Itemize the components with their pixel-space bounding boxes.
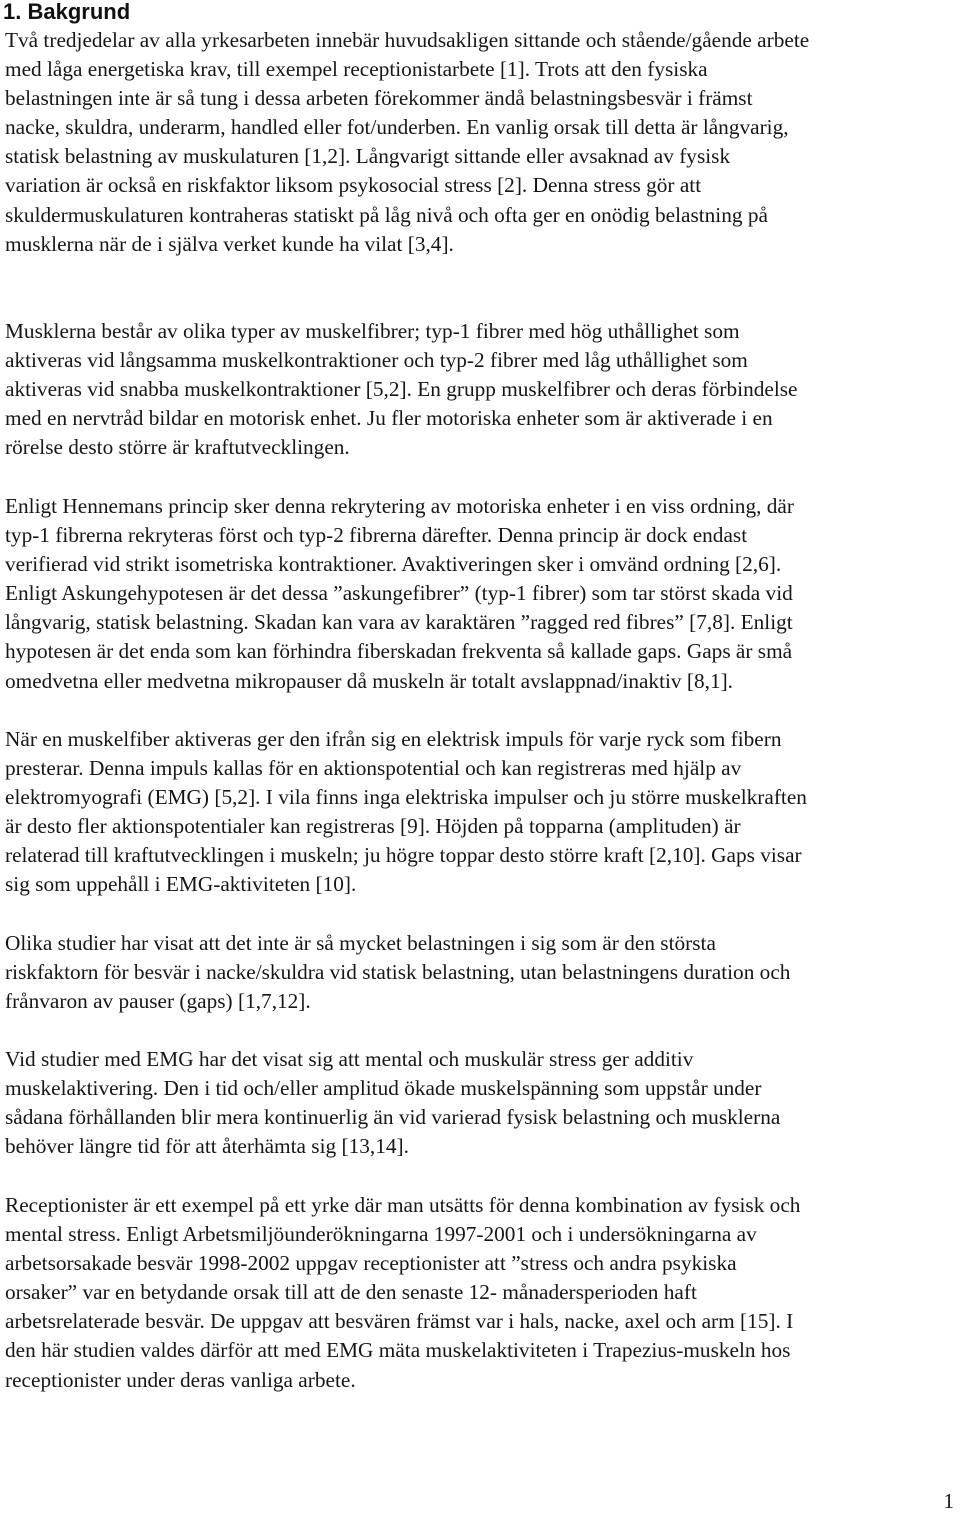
text-line: omedvetna eller medvetna mikropauser då muskeln är totalt avslappnad/inaktiv [8,1]. bbox=[5, 668, 734, 693]
text-line: frånvaron av pauser (gaps) [1,7,12]. bbox=[5, 989, 311, 1014]
text-line: behöver längre tid för att återhämta sig [13,14]. bbox=[5, 1134, 409, 1159]
text-line: hypotesen är det enda som kan förhindra fiberskadan frekventa så kallade gaps. Gaps är små bbox=[5, 639, 793, 664]
text-line: verifierad vid strikt isometriska kontraktioner. Avaktiveringen sker i omvänd ordning [2,6]. bbox=[5, 552, 782, 577]
text-line: typ-1 fibrerna rekryteras först och typ-2 fibrerna därefter. Denna princip är dock endast bbox=[5, 523, 748, 548]
text-line: elektromyografi (EMG) [5,2]. I vila finns inga elektriska impulser och ju större muskelkraften bbox=[5, 785, 807, 810]
text-line: nacke, skuldra, underarm, handled eller fot/underben. En vanlig orsak till detta är långvarig, bbox=[5, 115, 789, 140]
text-line: riskfaktorn för besvär i nacke/skuldra vid statisk belastning, utan belastningens duration och bbox=[5, 960, 791, 985]
text-line: belastningen inte är så tung i dessa arbeten förekommer ändå belastningsbesvär i främst bbox=[5, 86, 753, 111]
section-heading: 1. Bakgrund bbox=[3, 0, 131, 24]
text-line: skuldermuskulaturen kontraheras statiskt på låg nivå och ofta ger en onödig belastning på bbox=[5, 202, 768, 227]
text-line: Två tredjedelar av alla yrkesarbeten innebär huvudsakligen sittande och stående/gående arbete bbox=[5, 28, 810, 52]
text-line: När en muskelfiber aktiveras ger den ifrån sig en elektrisk impuls för varje ryck som fibern bbox=[5, 727, 782, 751]
text-line: arbetsrelaterade besvär. De uppgav att besvären främst var i hals, nacke, axel och arm [15]. I bbox=[5, 1309, 794, 1334]
text-line: orsaker” var en betydande orsak till att de den senaste 12- månadersperioden haft bbox=[5, 1280, 697, 1305]
paragraph-emg bbox=[5, 725, 955, 900]
paragraph-muscle-fibers bbox=[5, 317, 955, 462]
paragraph-mental-stress bbox=[5, 1045, 955, 1161]
text-line: den här studien valdes därför att med EMG mäta muskelaktiviteten i Trapezius-muskeln hos bbox=[5, 1338, 791, 1363]
text-line: musklerna när de i själva verket kunde ha vilat [3,4]. bbox=[5, 231, 454, 256]
text-line: muskelaktivering. Den i tid och/eller amplitud ökade muskelspänning som uppstår under bbox=[5, 1076, 762, 1101]
text-line: mental stress. Enligt Arbetsmiljöunderökningarna 1997-2001 och i undersökningarna av bbox=[5, 1222, 757, 1247]
paragraph-studies bbox=[5, 929, 955, 1016]
text-line: Enligt Askungehypotesen är det dessa ”askungefibrer” (typ-1 fibrer) som tar störst skada vid bbox=[5, 581, 793, 606]
text-line: relaterad till kraftutvecklingen i muskeln; ju högre toppar desto större kraft [2,10]. Gaps visar bbox=[5, 843, 802, 868]
text-line: Enligt Hennemans princip sker denna rekrytering av motoriska enheter i en viss ordning, där bbox=[5, 494, 794, 518]
text-line: med en nervtråd bildar en motorisk enhet. Ju fler motoriska enheter som är aktiverade i en bbox=[5, 406, 773, 431]
text-line: aktiveras vid snabba muskelkontraktioner [5,2]. En grupp muskelfibrer och deras förbindelse bbox=[5, 377, 798, 402]
text-line: Musklerna består av olika typer av muskelfibrer; typ-1 fibrer med hög uthållighet som bbox=[5, 319, 740, 343]
text-line: arbetsorsakade besvär 1998-2002 uppgav receptionister att ”stress och andra psykiska bbox=[5, 1251, 737, 1276]
text-line: receptionister under deras vanliga arbete. bbox=[5, 1367, 356, 1392]
text-line: aktiveras vid långsamma muskelkontraktioner och typ-2 fibrer med låg uthållighet som bbox=[5, 348, 748, 373]
text-line: statisk belastning av muskulaturen [1,2]. Långvarigt sittande eller avsaknad av fysisk bbox=[5, 144, 731, 169]
text-line: långvarig, statisk belastning. Skadan kan vara av karaktären ”ragged red fibres” [7,8]. Enligt bbox=[5, 610, 793, 635]
text-line: variation är också en riskfaktor liksom psykosocial stress [2]. Denna stress gör att bbox=[5, 173, 702, 198]
paragraph-intro bbox=[5, 26, 955, 259]
text-line: Receptionister är ett exempel på ett yrke där man utsätts för denna kombination av fysisk och bbox=[5, 1193, 801, 1217]
text-line: rörelse desto större är kraftutvecklingen. bbox=[5, 435, 350, 460]
page-number: 1 bbox=[943, 1489, 954, 1513]
paragraph-receptionists bbox=[5, 1191, 955, 1395]
text-line: med låga energetiska krav, till exempel receptionistarbete [1]. Trots att den fysiska bbox=[5, 57, 708, 82]
paragraph-henneman bbox=[5, 492, 955, 696]
text-line: sig som uppehåll i EMG-aktiviteten [10]. bbox=[5, 872, 357, 897]
text-line: sådana förhållanden blir mera kontinuerlig än vid varierad fysisk belastning och musklerna bbox=[5, 1105, 781, 1130]
text-line: Olika studier har visat att det inte är så mycket belastningen i sig som är den största bbox=[5, 931, 716, 955]
text-line: presterar. Denna impuls kallas för en aktionspotential och kan registreras med hjälp av bbox=[5, 756, 742, 781]
text-line: Vid studier med EMG har det visat sig att mental och muskulär stress ger additiv bbox=[5, 1047, 694, 1071]
text-line: är desto fler aktionspotentialer kan registreras [9]. Höjden på topparna (amplituden) är bbox=[5, 814, 741, 839]
